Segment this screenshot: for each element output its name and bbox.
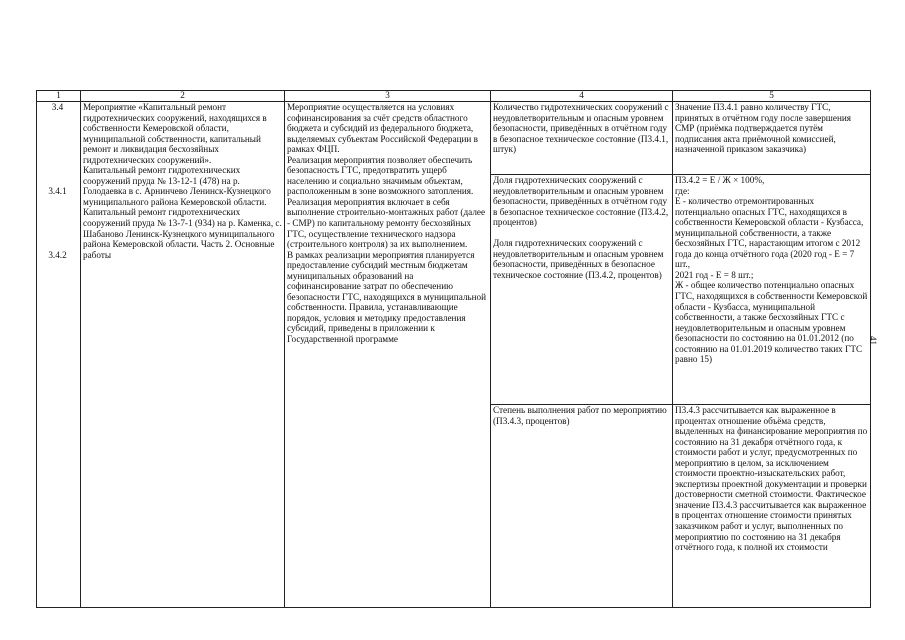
method-p3-4-1-cell [673,102,871,175]
description-subsidies: В рамках реализации мероприятия планируется предоставление субсидий местным бюджетам муниципальных образований на софинансирование затрат по обеспечению безопасности ГТС, находящихся в муниципальной собственности. Правила, устанавливающие порядок, условия и методику предоставления субсидий, приведены в приложении к Государственной программе [287,249,487,345]
row-number-3-4-1: 3.4.1 [48,186,67,197]
header-col-4: 4 [491,91,673,102]
measure-main-name: Мероприятие «Капитальный ремонт гидротехнических сооружений, находящихся в собственности Кемеровской области, муниципальной собственности, капитальный ремонт и ликвидация бесхозяйных гидротехнических сооружений». [83,102,267,165]
method-p3-4-1: Значение П3.4.1 равно количеству ГТС, принятых в отчётном году после завершения СМР (приёмка подтверждается путём подписания акта приёмочной комиссией, назначенной приказом заказчика) [675,102,852,155]
header-col-5: 5 [673,91,871,102]
description-safety: Реализация мероприятия позволяет обеспечить безопасность ГТС, предотвратить ущерб населению и социально значимым объектам, расположенным в зоне возможного затопления. [287,154,474,197]
indicator-p3-4-2-total: Доля гидротехнических сооружений с неудовлетворительным и опасным уровнем безопасности, приведённых в безопасное техническое состояние (П3.4.2, процентов) [493,238,664,280]
measure-names-cell [81,102,285,608]
indicator-p3-4-1: Количество гидротехнических сооружений с неудовлетворительным и опасным уровнем безопасности, приведённых в отчётном году в безопасное техническое состояние (П3.4.1, штук) [493,102,669,155]
formula-e-2021: 2021 год - Е = 8 шт.; [675,269,754,280]
table-row-3-4-a [37,102,871,175]
header-col-2: 2 [81,91,285,102]
header-col-1: 1 [37,91,81,102]
formula-where: где: [675,185,690,196]
table-header-row [37,91,871,102]
measures-table [36,90,871,608]
row-numbers-cell [37,102,81,608]
measure-3-4-2-name: Капитальный ремонт гидротехнических сооружений пруда № 13-7-1 (934) на р. Каменка, с. Шабаново Ленинск-Кузнецкого муниципального района Кемеровской области. Часть 2. Основные работы [83,207,282,260]
measure-description-cell [285,102,491,608]
indicator-p3-4-3-cell [491,405,673,608]
indicator-p3-4-3: Степень выполнения работ по мероприятию (П3.4.3, процентов) [493,405,667,426]
description-implementation: Реализация мероприятия включает в себя выполнение строительно-монтажных работ (далее - СМР) по капитальному ремонту бесхозяйных ГТС, осуществление технического надзора (строительного контроля) за их выполнением. [287,196,486,250]
indicator-p3-4-1-cell [491,102,673,175]
indicator-p3-4-2-reporting-year: Доля гидротехнических сооружений с неудовлетворительным и опасным уровнем безопасности, приведённых в отчётном году в безопасное техническое состояние (П3.4.2, процентов) [493,175,669,228]
method-p3-4-2-cell [673,175,871,405]
formula-zh-definition: Ж - общее количество потенциально опасных ГТС, находящихся в собственности Кемеровской области - Кузбасса, муниципальной собственности, а также бесхозяйных ГТС с неудовлетворительным и опасным уровнем безопасности по состоянию на 01.01.2012 (по состоянию на 01.01.2019 количество таких ГТС равно 15) [675,280,868,365]
page-number: 41 [868,336,878,345]
method-p3-4-3-cell [673,405,871,608]
row-number-3-4-2: 3.4.2 [48,249,67,260]
measure-3-4-1-name: Капитальный ремонт гидротехнических сооружений пруда № 13-12-1 (478) на р. Голодаевка в с. Арнинчево Ленинск-Кузнецкого муниципального района Кемеровской области. [83,165,271,207]
description-financing: Мероприятие осуществляется на условиях софинансирования за счёт средств областного бюджета и субсидий из федерального бюджета, выделяемых субъектам Российской Федерации в рамках ФЦП. [287,102,478,155]
indicator-p3-4-2-cell [491,175,673,405]
formula-p3-4-2: П3.4.2 = Е / Ж × 100%, [675,175,765,185]
header-col-3: 3 [285,91,491,102]
method-p3-4-3: П3.4.3 рассчитывается как выраженное в процентах отношение объёма средств, выделенных на финансирование мероприятия по состоянию на 31 декабря отчётного года, к стоимости работ и услуг, предусмотренных по мероприятию в целом, за исключением стоимости проектно-изыскательских работ, экспертизы проектной документации и проверки достоверности сметной стоимости. Фактическое значение П3.4.3 рассчитывается как выраженное в процентах отношение стоимости принятых заказчиком работ и услуг, выполненных по мероприятию по состоянию на 31 декабря отчётного года, к полной их стоимости [675,405,868,553]
row-number-3-4: 3.4 [51,102,64,112]
formula-e-definition: Е - количество отремонтированных потенциально опасных ГТС, находящихся в собственности Кемеровской области - Кузбасса, муниципальной собственности, а также бесхозяйных ГТС, нарастающим итогом с 2012 года до конца отчётного года (2020 год - Е = 7 шт., [675,196,864,270]
